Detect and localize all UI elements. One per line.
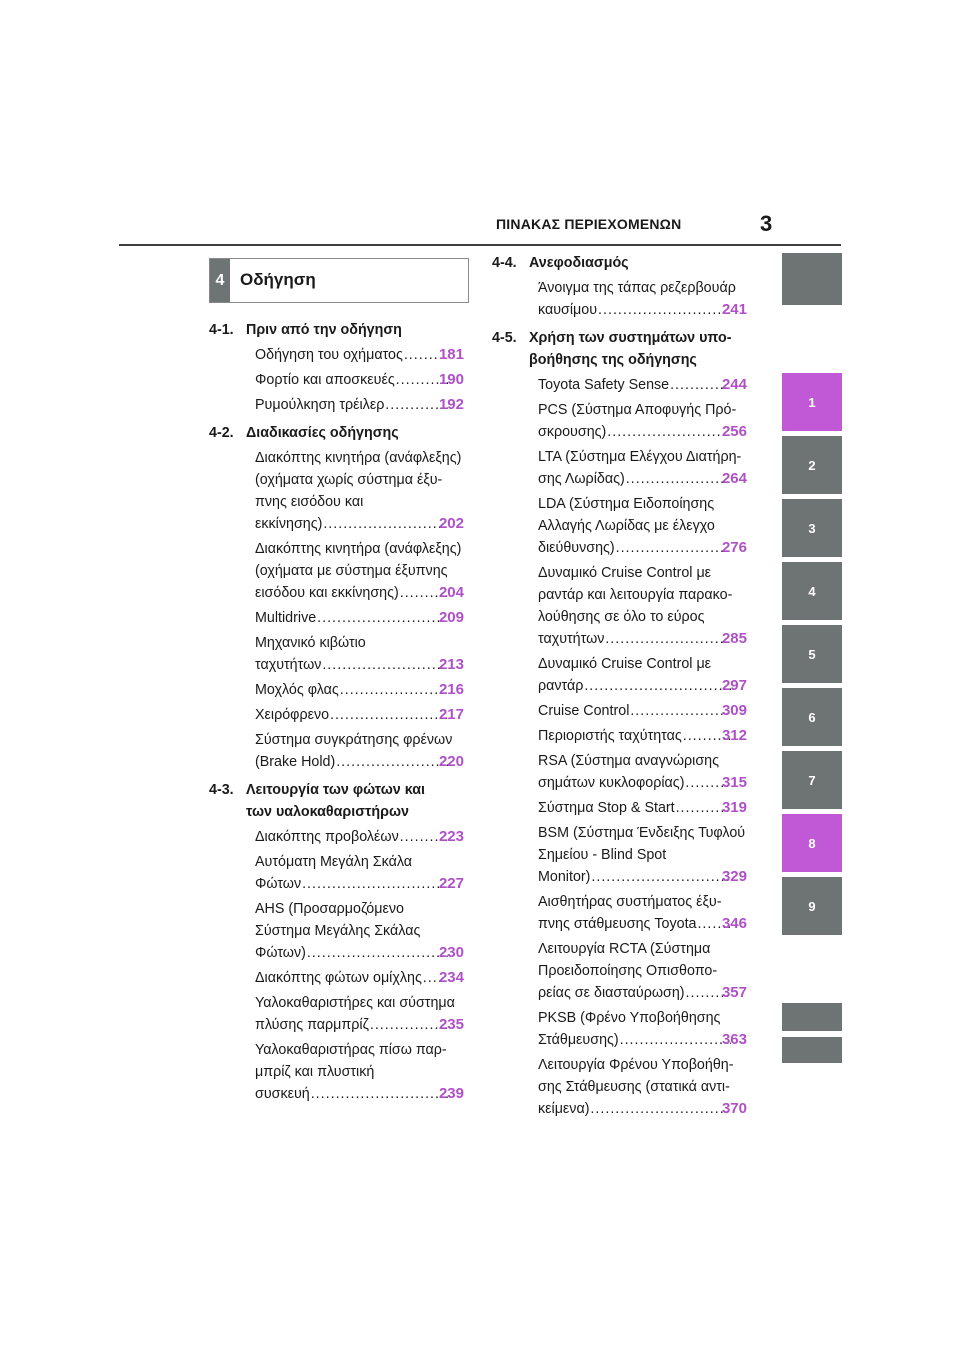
page-number-link[interactable]: 357 xyxy=(721,984,747,1001)
entry-line: LDA (Σύστημα Ειδοποίησης xyxy=(538,496,715,512)
page-number-link[interactable]: 329 xyxy=(721,868,747,885)
page-number-link[interactable]: 241 xyxy=(721,301,747,318)
entry-line-last xyxy=(538,797,747,819)
chapter-heading xyxy=(209,779,467,823)
chapter-tab-1[interactable]: 1 xyxy=(782,373,842,431)
entry-line: ταχυτήτων xyxy=(255,657,322,673)
page-number-link[interactable]: 190 xyxy=(438,371,464,388)
entry-line: Διακόπτης κινητήρα (ανάφλεξης) xyxy=(255,541,462,557)
blank-tab[interactable] xyxy=(782,253,842,305)
toc-entry[interactable] xyxy=(492,797,750,819)
entry-line-last xyxy=(538,772,747,794)
chapter-tab-6[interactable]: 6 xyxy=(782,688,842,746)
toc-entry[interactable] xyxy=(492,938,750,1004)
page-number-link[interactable]: 217 xyxy=(438,706,464,723)
page-number-link[interactable]: 220 xyxy=(438,753,464,770)
entry-line-last xyxy=(255,1083,464,1105)
entry-text xyxy=(538,725,747,747)
entry-text xyxy=(255,967,464,989)
toc-entry[interactable] xyxy=(209,369,467,391)
page-number-link[interactable]: 209 xyxy=(438,609,464,626)
dot-leader xyxy=(625,468,731,490)
entry-text xyxy=(255,729,464,773)
entry-line: ταχυτήτων xyxy=(538,631,605,647)
entry-line: Αισθητήρας συστήματος έξυ- xyxy=(538,894,722,910)
toc-entry[interactable] xyxy=(492,1007,750,1051)
page-number-link[interactable]: 319 xyxy=(721,799,747,816)
header-title: ΠΙΝΑΚΑΣ ΠΕΡΙΕΧΟΜΕΝΩΝ xyxy=(496,216,682,232)
dot-leader xyxy=(604,628,731,650)
entry-line: ρείας σε διασταύρωση) xyxy=(538,985,685,1001)
page-number-link[interactable]: 315 xyxy=(721,774,747,791)
toc-right-column xyxy=(492,252,750,1126)
dot-leader xyxy=(329,704,448,726)
entry-line-last xyxy=(255,369,464,391)
page-number-link[interactable]: 213 xyxy=(438,656,464,673)
dot-leader xyxy=(321,654,448,676)
entry-line: (οχήματα χωρίς σύστημα έξυ- xyxy=(255,472,443,488)
entry-text xyxy=(255,898,464,964)
entry-line: AHS (Προσαρμοζόμενο xyxy=(255,901,404,917)
entry-line-last xyxy=(538,537,747,559)
entry-line: RSA (Σύστημα αναγνώρισης xyxy=(538,753,720,769)
entry-line: Στάθμευσης) xyxy=(538,1032,619,1048)
toc-entry[interactable] xyxy=(492,822,750,888)
entry-line: PCS (Σύστημα Αποφυγής Πρό- xyxy=(538,402,737,418)
entry-line: Δυναμικό Cruise Control με xyxy=(538,656,712,672)
entry-line: πνης εισόδου και xyxy=(255,494,364,510)
entry-text xyxy=(255,344,464,366)
entry-text xyxy=(255,679,464,701)
page-number-link[interactable]: 285 xyxy=(721,630,747,647)
toc-entry[interactable] xyxy=(209,1039,467,1105)
toc-entry[interactable] xyxy=(492,700,750,722)
section-title: Οδήγηση xyxy=(240,270,316,289)
page-number-link[interactable]: 312 xyxy=(721,727,747,744)
entry-line: Διακόπτης κινητήρα (ανάφλεξης) xyxy=(255,450,462,466)
section-heading-box xyxy=(209,258,469,303)
entry-line: κείμενα) xyxy=(538,1101,590,1117)
chapter-title-line: Πριν από την οδήγηση xyxy=(246,322,402,338)
entry-line-last xyxy=(538,421,747,443)
chapter-tab-5[interactable]: 5 xyxy=(782,625,842,683)
toc-entry[interactable] xyxy=(492,399,750,443)
chapter-tab-2[interactable]: 2 xyxy=(782,436,842,494)
entry-line: Υαλοκαθαριστήρες και σύστημα xyxy=(255,995,455,1011)
entry-text xyxy=(255,447,464,535)
entry-text xyxy=(255,704,464,726)
chapter-title-line: Λειτουργία των φώτων και xyxy=(246,782,425,798)
entry-line-last xyxy=(538,913,747,935)
entry-text xyxy=(538,277,747,321)
entry-line: Μοχλός φλας xyxy=(255,682,339,698)
entry-line: BSM (Σύστημα Ένδειξης Τυφλού xyxy=(538,825,746,841)
entry-line-last xyxy=(255,873,464,895)
toc-entry[interactable] xyxy=(209,704,467,726)
chapter-tab-9[interactable]: 9 xyxy=(782,877,842,935)
chapter-title-line: Διαδικασίες οδήγησης xyxy=(246,425,399,441)
entry-line: μπρίζ και πλυστική xyxy=(255,1064,375,1080)
entry-list xyxy=(209,344,467,416)
entry-line: συσκευή xyxy=(255,1086,310,1102)
dot-leader xyxy=(606,421,731,443)
page-number-link[interactable]: 363 xyxy=(721,1031,747,1048)
entry-line: Προειδοποίησης Οπισθοπο- xyxy=(538,963,718,979)
entry-line-last xyxy=(538,1098,747,1120)
entry-text xyxy=(538,493,747,559)
toc-entry[interactable] xyxy=(492,446,750,490)
entry-line-last xyxy=(538,299,747,321)
entry-text xyxy=(538,1054,747,1120)
page-number-link[interactable]: 227 xyxy=(438,875,464,892)
page-number-link[interactable]: 234 xyxy=(438,969,464,986)
entry-line-last xyxy=(538,468,747,490)
page-number-link[interactable]: 297 xyxy=(721,677,747,694)
page-number-link[interactable]: 230 xyxy=(438,944,464,961)
entry-line: πλύσης παρμπρίζ xyxy=(255,1017,369,1033)
chapter-heading xyxy=(209,319,467,341)
entry-text xyxy=(255,369,464,391)
entry-line: Cruise Control xyxy=(538,703,630,719)
blank-tab[interactable] xyxy=(782,1037,842,1063)
toc-entry[interactable] xyxy=(209,898,467,964)
toc-entry[interactable] xyxy=(492,891,750,935)
toc-entry[interactable] xyxy=(209,826,467,848)
toc-entry[interactable] xyxy=(492,493,750,559)
entry-line: ραντάρ και λειτουργία παρακο- xyxy=(538,587,733,603)
entry-line-last xyxy=(255,607,464,629)
entry-line: εισόδου και εκκίνησης) xyxy=(255,585,399,601)
dot-leader xyxy=(301,873,448,895)
toc-entry[interactable] xyxy=(209,394,467,416)
page-number-link[interactable]: 223 xyxy=(438,828,464,845)
entry-text xyxy=(538,938,747,1004)
toc-entry[interactable] xyxy=(492,277,750,321)
entry-line: Άνοιγμα της τάπας ρεζερβουάρ xyxy=(538,280,736,296)
entry-line: Φορτίο και αποσκευές xyxy=(255,372,395,388)
chapter-tab-3[interactable]: 3 xyxy=(782,499,842,557)
entry-list xyxy=(492,374,750,1120)
header-rule xyxy=(119,244,841,246)
entry-line-last xyxy=(255,942,464,964)
chapter-tab-4[interactable]: 4 xyxy=(782,562,842,620)
dot-leader xyxy=(339,679,448,701)
entry-text xyxy=(538,446,747,490)
entry-text xyxy=(255,632,464,676)
dot-leader xyxy=(619,1029,731,1051)
toc-entry[interactable] xyxy=(209,632,467,676)
entry-line: (οχήματα με σύστημα έξυπνης xyxy=(255,563,448,579)
entry-line: PKSB (Φρένο Υποβοήθησης xyxy=(538,1010,721,1026)
entry-line-last xyxy=(538,982,747,1004)
toc-entry[interactable] xyxy=(209,992,467,1036)
page-number-link[interactable]: 239 xyxy=(438,1085,464,1102)
chapter-tab-7[interactable]: 7 xyxy=(782,751,842,809)
blank-tab[interactable] xyxy=(782,1003,842,1031)
entry-line: Σημείου - Blind Spot xyxy=(538,847,667,863)
entry-line-last xyxy=(538,700,747,722)
entry-line: Σύστημα συγκράτησης φρένων xyxy=(255,732,453,748)
entry-line: ραντάρ xyxy=(538,678,584,694)
chapter-heading xyxy=(492,327,750,371)
chapter-number: 4-2. xyxy=(209,425,234,441)
chapter-tab-8[interactable]: 8 xyxy=(782,814,842,872)
entry-line: Ρυμούλκηση τρέιλερ xyxy=(255,397,385,413)
page-number-link[interactable]: 309 xyxy=(721,702,747,719)
entry-line: (Brake Hold) xyxy=(255,754,336,770)
entry-line: Μηχανικό κιβώτιο xyxy=(255,635,366,651)
entry-line: Αυτόματη Μεγάλη Σκάλα xyxy=(255,854,413,870)
entry-line: πνης στάθμευσης Toyota xyxy=(538,916,697,932)
toc-entry[interactable] xyxy=(209,967,467,989)
entry-text xyxy=(255,851,464,895)
toc-entry[interactable] xyxy=(209,679,467,701)
page-number-link[interactable]: 202 xyxy=(438,515,464,532)
entry-text xyxy=(255,607,464,629)
entry-text xyxy=(255,992,464,1036)
toc-left-column xyxy=(209,319,467,1111)
entry-text xyxy=(538,653,747,697)
dot-leader xyxy=(310,1083,448,1105)
entry-line-last xyxy=(255,1014,464,1036)
dot-leader xyxy=(322,513,448,535)
page-number-link[interactable]: 204 xyxy=(438,584,464,601)
entry-text xyxy=(255,826,464,848)
entry-line: λούθησης σε όλο το εύρος xyxy=(538,609,705,625)
section-number: 4 xyxy=(210,259,230,302)
page-number-link[interactable]: 244 xyxy=(721,376,747,393)
chapter-title-line: Χρήση των συστημάτων υπο- xyxy=(529,330,732,346)
entry-text xyxy=(255,394,464,416)
entry-line-last xyxy=(538,866,747,888)
entry-line: Λειτουργία RCTA (Σύστημα xyxy=(538,941,711,957)
entry-line: Λειτουργία Φρένου Υποβοήθη- xyxy=(538,1057,734,1073)
toc-entry[interactable] xyxy=(209,344,467,366)
page-number-link[interactable]: 181 xyxy=(438,346,464,363)
page-number: 3 xyxy=(760,211,773,236)
entry-line: Monitor) xyxy=(538,869,591,885)
page-number-link[interactable]: 264 xyxy=(721,470,747,487)
dot-leader xyxy=(369,1014,448,1036)
chapter-heading xyxy=(492,252,750,274)
entry-line-last xyxy=(538,1029,747,1051)
entry-line-last xyxy=(538,675,747,697)
entry-line-last xyxy=(255,344,464,366)
entry-text xyxy=(538,891,747,935)
dot-leader xyxy=(583,675,731,697)
toc-entry[interactable] xyxy=(492,653,750,697)
toc-entry[interactable] xyxy=(492,1054,750,1120)
entry-line-last xyxy=(538,628,747,650)
toc-entry[interactable] xyxy=(209,538,467,604)
entry-line-last xyxy=(255,679,464,701)
toc-entry[interactable] xyxy=(209,447,467,535)
entry-line-last xyxy=(538,374,747,396)
dot-leader xyxy=(589,1098,730,1120)
entry-list xyxy=(209,826,467,1105)
entry-text xyxy=(538,1007,747,1051)
page-number-link[interactable]: 216 xyxy=(438,681,464,698)
entry-line-last xyxy=(255,654,464,676)
entry-list xyxy=(492,277,750,321)
page-number-link[interactable]: 276 xyxy=(721,539,747,556)
toc-entry[interactable] xyxy=(209,729,467,773)
entry-line: Multidrive xyxy=(255,610,317,626)
entry-text xyxy=(538,374,747,396)
page-number-link[interactable]: 346 xyxy=(721,915,747,932)
page-number-link[interactable]: 256 xyxy=(721,423,747,440)
entry-line: Φώτων xyxy=(255,876,302,892)
entry-line-last xyxy=(255,513,464,535)
entry-text xyxy=(255,1039,464,1105)
entry-text xyxy=(538,750,747,794)
entry-line: σημάτων κυκλοφορίας) xyxy=(538,775,685,791)
entry-line-last xyxy=(255,582,464,604)
chapter-number: 4-4. xyxy=(492,255,517,271)
entry-line-last xyxy=(255,704,464,726)
dot-leader xyxy=(590,866,731,888)
entry-list xyxy=(209,447,467,773)
page-number-link[interactable]: 192 xyxy=(438,396,464,413)
entry-line: Toyota Safety Sense xyxy=(538,377,670,393)
entry-line: Δυναμικό Cruise Control με xyxy=(538,565,712,581)
dot-leader xyxy=(615,537,731,559)
entry-line: Υαλοκαθαριστήρας πίσω παρ- xyxy=(255,1042,447,1058)
toc-entry[interactable] xyxy=(492,374,750,396)
dot-leader xyxy=(316,607,448,629)
entry-line-last xyxy=(538,725,747,747)
entry-text xyxy=(255,538,464,604)
dot-leader xyxy=(306,942,448,964)
chapter-heading xyxy=(209,422,467,444)
page-number-link[interactable]: 235 xyxy=(438,1016,464,1033)
entry-line: Φώτων) xyxy=(255,945,306,961)
entry-line: Διακόπτης προβολέων xyxy=(255,829,399,845)
entry-line: Σύστημα Stop & Start xyxy=(538,800,675,816)
entry-line: Αλλαγής Λωρίδας με έλεγχο xyxy=(538,518,715,534)
chapter-number: 4-1. xyxy=(209,322,234,338)
entry-text xyxy=(538,797,747,819)
entry-line: εκκίνησης) xyxy=(255,516,323,532)
toc-entry[interactable] xyxy=(492,750,750,794)
dot-leader xyxy=(597,299,731,321)
entry-text xyxy=(538,700,747,722)
entry-line-last xyxy=(255,751,464,773)
chapter-number: 4-3. xyxy=(209,782,234,798)
entry-line: Περιοριστής ταχύτητας xyxy=(538,728,682,744)
entry-line-last xyxy=(255,826,464,848)
entry-line: Σύστημα Μεγάλης Σκάλας xyxy=(255,923,421,939)
entry-line: σης Λωρίδας) xyxy=(538,471,625,487)
page-number-link[interactable]: 370 xyxy=(721,1100,747,1117)
dot-leader xyxy=(629,700,731,722)
toc-entry[interactable] xyxy=(492,725,750,747)
chapter-number: 4-5. xyxy=(492,330,517,346)
entry-line: σκρουσης) xyxy=(538,424,607,440)
toc-entry[interactable] xyxy=(209,607,467,629)
entry-line-last xyxy=(255,967,464,989)
entry-text xyxy=(538,822,747,888)
chapter-title-line: των υαλοκαθαριστήρων xyxy=(246,804,409,820)
chapter-title-line: βοήθησης της οδήγησης xyxy=(529,352,697,368)
entry-line: σης Στάθμευσης (στατικά αντι- xyxy=(538,1079,730,1095)
entry-line: Χειρόφρενο xyxy=(255,707,330,723)
entry-line: Οδήγηση του οχήματος xyxy=(255,347,403,363)
toc-entry[interactable] xyxy=(492,562,750,650)
entry-text xyxy=(538,562,747,650)
entry-line-last xyxy=(255,394,464,416)
entry-line: διεύθυνσης) xyxy=(538,540,615,556)
entry-line: Διακόπτης φώτων ομίχλης xyxy=(255,970,422,986)
entry-text xyxy=(538,399,747,443)
entry-line: καυσίμου xyxy=(538,302,598,318)
chapter-title-line: Ανεφοδιασμός xyxy=(529,255,629,271)
dot-leader xyxy=(335,751,448,773)
toc-entry[interactable] xyxy=(209,851,467,895)
entry-line: LTA (Σύστημα Ελέγχου Διατήρη- xyxy=(538,449,742,465)
